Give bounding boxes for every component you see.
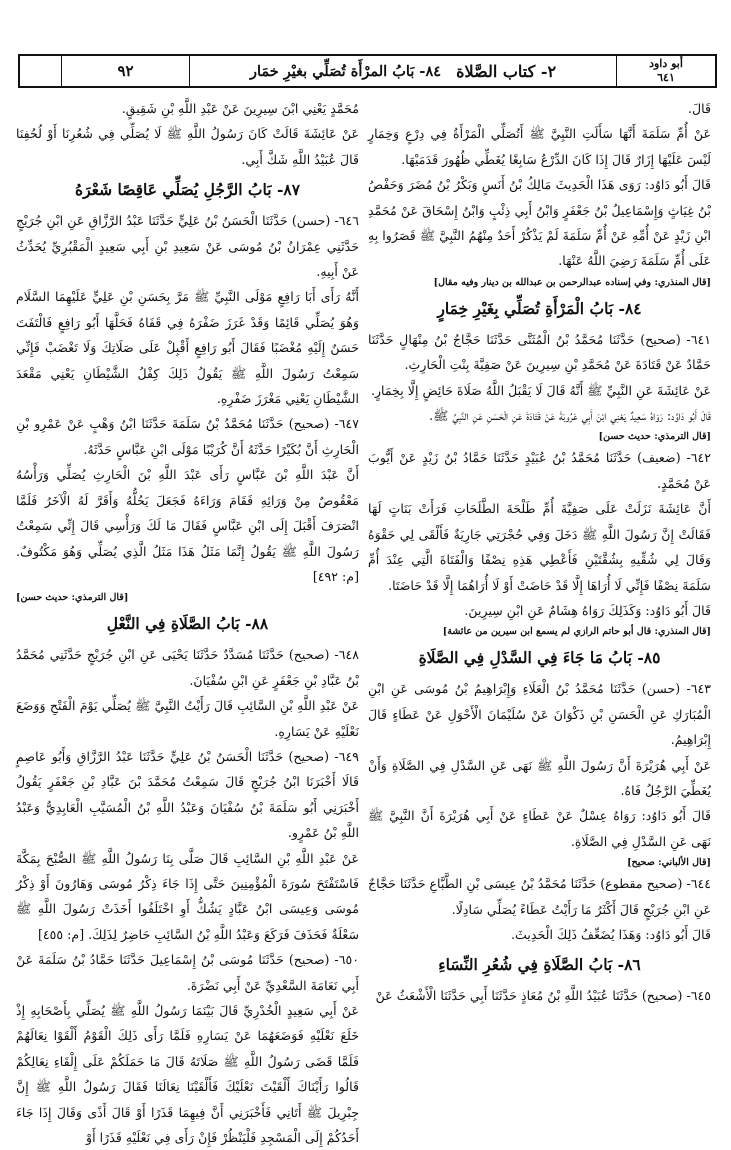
hadith-paragraph: أَنَّهُ رَأَى أَبَا رَافِعٍ مَوْلَى النَّبِيِّ ﷺ مَرَّ بِحَسَنِ بْنِ عَلِيٍّ عَلَيْهِمَا السَّلَام وَهُوَ يُصَلِّي قَائِمًا وَقَدْ غَرَزَ ضَفْرَهُ فِي قَفَاهُ فَحَلَّهَا أَبُو رَافِعٍ فَالْتَفَتَ حَسَنٌ إِلَيْهِ مُغْضَبًا فَقَالَ أَبُو رَافِعٍ أَقْبِلْ عَلَى صَلَاتِكَ وَلَا تَغْضَبْ فَإِنِّي سَمِعْتُ رَسُولَ اللَّهِ ﷺ يَقُولُ ذَلِكَ كِفْلُ الشَّيْطَانِ يَعْنِي مَقْعَدَ الشَّيْطَانِ يَعْنِي مَغْرَزَ ضَفْرِهِ. — [16, 289, 359, 407]
hadith-paragraph: ٦٤٣- (حسن) حَدَّثَنَا مُحَمَّدُ بْنُ الْعَلَاءِ وَإِبْرَاهِيمُ بْنُ مُوسَى عَنِ ابْنِ الْمُبَارَكِ عَنِ الْحَسَنِ بْنِ ذَكْوَانَ عَنْ سُلَيْمَانَ الْأَحْوَلِ عَنْ عَطَاءٍ قَالَ إِبْرَاهِيمُ. — [368, 681, 711, 748]
left-column — [16, 96, 359, 1150]
editorial-note: [قال المنذري: وفي إسناده عبدالرحمن بن عبدالله بن دينار وفيه مقال] — [433, 276, 711, 288]
hadith-paragraph: عَنْ أُمِّ سَلَمَةَ أَنَّهَا سَأَلَتِ النَّبِيَّ ﷺ أَتُصَلِّي الْمَرْأَةُ فِي دِرْعٍ وَخِمَارٍ لَيْسَ عَلَيْهَا إِزَارٌ قَالَ إِذَا كَانَ الدِّرْعُ سَابِغًا يُغَطِّي ظُهُورَ قَدَمَيْهَا. — [368, 126, 711, 167]
hadith-number: ٦٤١ — [657, 71, 675, 84]
editorial-note: [قال الترمذي: حديث حسن] — [598, 431, 711, 443]
hadith-paragraph: عَنْ أَبِي هُرَيْرَةَ أَنَّ رَسُولَ اللَّهِ ﷺ نَهَى عَنِ السَّدْلِ فِي الصَّلَاةِ وَأَنْ يُغَطِّيَ الرَّجُلُ فَاهُ. — [368, 757, 711, 798]
chapter-title: ٢- كتاب الصَّلاة — [456, 61, 557, 81]
hadith-paragraph: ٦٤٦- (حسن) حَدَّثَنَا الْحَسَنُ بْنُ عَلِيٍّ حَدَّثَنَا عَبْدُ الرَّزَّاقِ عَنِ ابْنِ جُرَيْجٍ حَدَّثَنِي عِمْرَانُ بْنُ مُوسَى عَنْ سَعِيدِ بْنِ أَبِي سَعِيدٍ الْمَقْبُرِيِّ يُحَدِّثُ عَنْ أَبِيهِ. — [16, 213, 359, 280]
hadith-paragraph: ٦٤١- (صحيح) حَدَّثَنَا مُحَمَّدُ بْنُ الْمُثَنَّى حَدَّثَنَا حَجَّاجُ بْنُ مِنْهَالٍ حَدَّثَنَا حَمَّادٌ عَنْ قَتَادَةَ عَنْ مُحَمَّدِ بْنِ سِيرِينَ عَنْ صَفِيَّةَ بِنْتِ الْحَارِثِ. — [368, 331, 711, 373]
hadith-paragraph: ٦٤٨- (صحيح) حَدَّثَنَا مُسَدَّدٌ حَدَّثَنَا يَحْيَى عَنِ ابْنِ جُرَيْجٍ حَدَّثَنِي مُحَمَّدُ بْنُ عَبَّادِ بْنِ جَعْفَرٍ عَنِ ابْنِ سُفْيَانَ. — [16, 647, 359, 688]
right-column — [368, 96, 711, 1009]
editorial-note: [قال الترمذي: حديث حسن] — [16, 592, 129, 604]
chapter-heading: ٨٤- بَابُ الْمَرْأَةِ تُصَلِّي بِغَيْرِ خِمَارٍ — [437, 298, 642, 318]
hadith-paragraph: مُحَمَّدٍ يَعْنِي ابْنَ سِيرِينَ عَنْ عَبْدِ اللَّهِ بْنِ شَقِيقٍ. — [121, 101, 359, 116]
hadith-paragraph: عَنْ عَبْدِ اللَّهِ بْنِ السَّائِبِ قَالَ صَلَّى بِنَا رَسُولُ اللَّهِ ﷺ الصُّبْحَ بِمَكَّةَ فَاسْتَفْتَحَ سُورَةَ الْمُؤْمِنِينَ حَتَّى إِذَا جَاءَ ذِكْرُ مُوسَى وَهَارُونَ أَوْ ذِكْرُ مُوسَى وَعِيسَى ابْنُ عَبَّادٍ يَشُكُّ أَوِ اخْتَلَفُوا أَخَذَتْ رَسُولَ اللَّهِ ﷺ سَعْلَةٌ فَحَذَفَ فَرَكَعَ وَعَبْدُ اللَّهِ بْنُ السَّائِبِ حَاضِرٌ لِذَلِكَ. [م: ٤٥٥] — [16, 850, 359, 942]
header-blank-cell — [20, 56, 62, 86]
page-header — [18, 54, 717, 88]
chapter-heading: ٨٨- بَابُ الصَّلَاةِ فِي النَّعْلِ — [106, 614, 269, 634]
hadith-paragraph: عَنْ عَائِشَةَ عَنِ النَّبِيِّ ﷺ أَنَّهُ قَالَ لَا يَقْبَلُ اللَّهُ صَلَاةَ حَائِضٍ إِلَّا بِخِمَارٍ. — [370, 382, 711, 398]
hadith-paragraph: ٦٥٠- (صحيح) حَدَّثَنَا مُوسَى بْنُ إِسْمَاعِيلَ حَدَّثَنَا حَمَّادُ بْنُ سَلَمَةَ عَنْ أَبِي نَعَامَةَ السَّعْدِيِّ عَنْ أَبِي نَضْرَةَ. — [16, 952, 359, 993]
chapter-heading: ٨٦- بَابُ الصَّلَاةِ فِي شُعُرِ النِّسَاءِ — [438, 955, 641, 975]
hadith-paragraph: قَالَ أَبُو دَاوُد: رَوَاهُ سَعِيدٌ يَعْنِي ابْنَ أَبِي عَرُوبَةَ عَنْ قَتَادَةَ عَنِ الْحَسَنِ عَنِ النَّبِيِّ ﷺ. — [429, 408, 711, 424]
hadith-paragraph: ٦٤٥- (صحيح) حَدَّثَنَا عُبَيْدُ اللَّهِ بْنُ مُعَاذٍ حَدَّثَنَا أَبِي حَدَّثَنَا الْأَشْعَثُ عَنْ — [375, 988, 711, 1004]
hadith-paragraph: قَالَ أَبُو دَاوُد: وَكَذَلِكَ رَوَاهُ هِشَامٌ عَنِ ابْنِ سِيرِينَ. — [464, 602, 711, 618]
chapter-heading: ٨٥- بَابُ مَا جَاءَ فِي السَّدْلِ فِي الصَّلَاةِ — [418, 648, 661, 668]
hadith-paragraph: قَالَ أَبُو دَاوُد: رَوَاهُ عِسْلٌ عَنْ عَطَاءٍ عَنْ أَبِي هُرَيْرَةَ أَنَّ النَّبِيَّ ﷺ نَهَى عَنِ السَّدْلِ فِي الصَّلَاةِ. — [368, 808, 711, 849]
running-title — [190, 56, 617, 86]
editorial-note: [قال الألباني: صحيح] — [627, 857, 711, 869]
hadith-paragraph: ٦٤٢- (ضعيف) حَدَّثَنَا مُحَمَّدُ بْنُ عُبَيْدٍ حَدَّثَنَا حَمَّادُ بْنُ زَيْدٍ عَنْ أَيُّوبَ عَنْ مُحَمَّدٍ. — [368, 450, 711, 491]
hadith-paragraph: ٦٤٧- (صحيح) حَدَّثَنَا مُحَمَّدُ بْنُ سَلَمَةَ حَدَّثَنَا ابْنُ وَهْبٍ عَنْ عَمْرِو بْنِ الْحَارِثِ أَنَّ بُكَيْرًا حَدَّثَهُ أَنَّ كُرَيْبًا مَوْلَى ابْنِ عَبَّاسٍ حَدَّثَهُ. — [16, 416, 359, 457]
book-reference — [617, 56, 715, 86]
hadith-paragraph: عَنْ عَائِشَةَ قَالَتْ كَانَ رَسُولُ اللَّهِ ﷺ لَا يُصَلِّي فِي شُعُرِنَا أَوْ لُحُفِنَا قَالَ عُبَيْدُ اللَّهِ شَكَّ أَبِي. — [16, 126, 359, 167]
hadith-paragraph: عَنْ عَبْدِ اللَّهِ بْنِ السَّائِبِ قَالَ رَأَيْتُ النَّبِيَّ ﷺ يُصَلِّي يَوْمَ الْفَتْحِ وَوَضَعَ نَعْلَيْهِ عَنْ يَسَارِهِ. — [16, 698, 359, 739]
hadith-paragraph: ٦٤٤- (صحيح مقطوع) حَدَّثَنَا مُحَمَّدُ بْنُ عِيسَى بْنِ الطَّبَّاعِ حَدَّثَنَا حَجَّاجٌ عَنِ ابْنِ جُرَيْجٍ قَالَ أَكْثَرُ مَا رَأَيْتُ عَطَاءً يُصَلِّي سَادِلًا. — [368, 876, 711, 917]
hadith-paragraph: قَالَ. — [687, 101, 711, 116]
editorial-note: [قال المنذري: قال أبو حاتم الرازي لم يسمع ابن سيرين من عائشة] — [442, 626, 711, 638]
book-name: أبو داود — [649, 57, 683, 70]
hadith-paragraph: قَالَ أَبُو دَاوُد: رَوَى هَذَا الْحَدِيثَ مَالِكُ بْنُ أَنَسٍ وَبَكْرُ بْنُ مُضَرَ وَحَفْصُ بْنُ غِيَاثٍ وَإِسْمَاعِيلُ بْنُ جَعْفَرٍ وَابْنُ أَبِي ذِئْبٍ وَابْنُ إِسْحَاقَ عَنْ مُحَمَّدِ ابْنِ زَيْدٍ عَنْ أُمِّهِ عَنْ أُمِّ سَلَمَةَ لَمْ يَذْكُرْ أَحَدٌ مِنْهُمُ النَّبِيَّ ﷺ قَصَرُوا بِهِ عَلَى أُمِّ سَلَمَةَ رَضِيَ اللَّهُ عَنْهَا. — [368, 177, 711, 269]
page-number: ٩٢ — [62, 56, 190, 86]
hadith-paragraph: أَنَّ عَائِشَةَ نَزَلَتْ عَلَى صَفِيَّةَ أُمِّ طَلْحَةَ الطَّلَحَاتِ فَرَأَتْ بَنَاتٍ لَهَا فَقَالَتْ إِنَّ رَسُولَ اللَّهِ ﷺ دَخَلَ وَفِي حُجْرَتِي جَارِيَةٌ فَأَلْقَى لِي حَقْوَهُ وَقَالَ لِي شُقِّيهِ بِشُقَّتَيْنِ فَأَعْطِي هَذِهِ نِصْفًا وَالْفَتَاةَ الَّتِي عِنْدَ أُمِّ سَلَمَةَ نِصْفًا فَإِنِّي لَا أُرَاهَا إِلَّا قَدْ حَاضَتْ أَوْ لَا أُرَاهُمَا إِلَّا قَدْ حَاضَتَا. — [368, 501, 711, 593]
hadith-paragraph: أَنَّ عَبْدَ اللَّهِ بْنَ عَبَّاسٍ رَأَى عَبْدَ اللَّهِ بْنَ الْحَارِثِ يُصَلِّي وَرَأْسُهُ مَعْقُوصٌ مِنْ وَرَائِهِ فَقَامَ وَرَاءَهُ فَجَعَلَ يَحُلُّهُ وَأَقَرَّ لَهُ الْآخَرُ فَلَمَّا انْصَرَفَ أَقْبَلَ إِلَى ابْنِ عَبَّاسٍ فَقَالَ مَا لَكَ وَرَأْسِي قَالَ إِنِّي سَمِعْتُ رَسُولَ اللَّهِ ﷺ يَقُولُ إِنَّمَا مَثَلُ هَذَا مَثَلُ الَّذِي يُصَلِّي وَهُوَ مَكْتُوفٌ. [م: ٤٩٢] — [16, 467, 359, 584]
hadith-paragraph: ٦٤٩- (صحيح) حَدَّثَنَا الْحَسَنُ بْنُ عَلِيٍّ حَدَّثَنَا عَبْدُ الرَّزَّاقِ وَأَبُو عَاصِمٍ قَالَا أَخْبَرَنَا ابْنُ جُرَيْجٍ قَالَ سَمِعْتُ مُحَمَّدَ بْنَ عَبَّادِ بْنِ جَعْفَرٍ يَقُولُ أَخْبَرَنِي أَبُو سَلَمَةَ بْنُ سُفْيَانَ وَعَبْدُ اللَّهِ بْنُ الْمُسَيَّبِ الْعَابِدِيُّ وَعَبْدُ اللَّهِ بْنُ عَمْرٍو. — [16, 748, 359, 841]
hadith-paragraph: قَالَ أَبُو دَاوُد: وَهَذَا يُضَعِّفُ ذَلِكَ الْحَدِيثَ. — [511, 926, 711, 942]
section-title: ٨٤- بَابُ المرْأَة تُصَلِّي بغيْرِ خمَار — [249, 62, 442, 80]
hadith-paragraph: عَنْ أَبِي سَعِيدٍ الْخُدْرِيِّ قَالَ بَيْنَمَا رَسُولُ اللَّهِ ﷺ يُصَلِّي بِأَصْحَابِهِ إِذْ خَلَعَ نَعْلَيْهِ فَوَضَعَهُمَا عَنْ يَسَارِهِ فَلَمَّا رَأَى ذَلِكَ الْقَوْمُ أَلْقَوْا نِعَالَهُمْ فَلَمَّا قَضَى رَسُولُ اللَّهِ ﷺ صَلَاتَهُ قَالَ مَا حَمَلَكُمْ عَلَى إِلْقَاءِ نِعَالِكُمْ قَالُوا رَأَيْنَاكَ أَلْقَيْتَ نَعْلَيْكَ فَأَلْقَيْنَا نِعَالَنَا فَقَالَ رَسُولُ اللَّهِ ﷺ إِنَّ جِبْرِيلَ ﷺ أَتَانِي فَأَخْبَرَنِي أَنَّ فِيهِمَا قَذَرًا أَوْ قَالَ أَذًى وَقَالَ إِذَا جَاءَ أَحَدُكُمْ إِلَى الْمَسْجِدِ فَلْيَنْظُرْ فَإِنْ رَأَى فِي نَعْلَيْهِ قَذَرًا أَوْ — [16, 1003, 359, 1146]
chapter-heading: ٨٧- بَابُ الرَّجُلِ يُصَلِّي عَاقِصًا شَعْرَهُ — [74, 180, 301, 200]
